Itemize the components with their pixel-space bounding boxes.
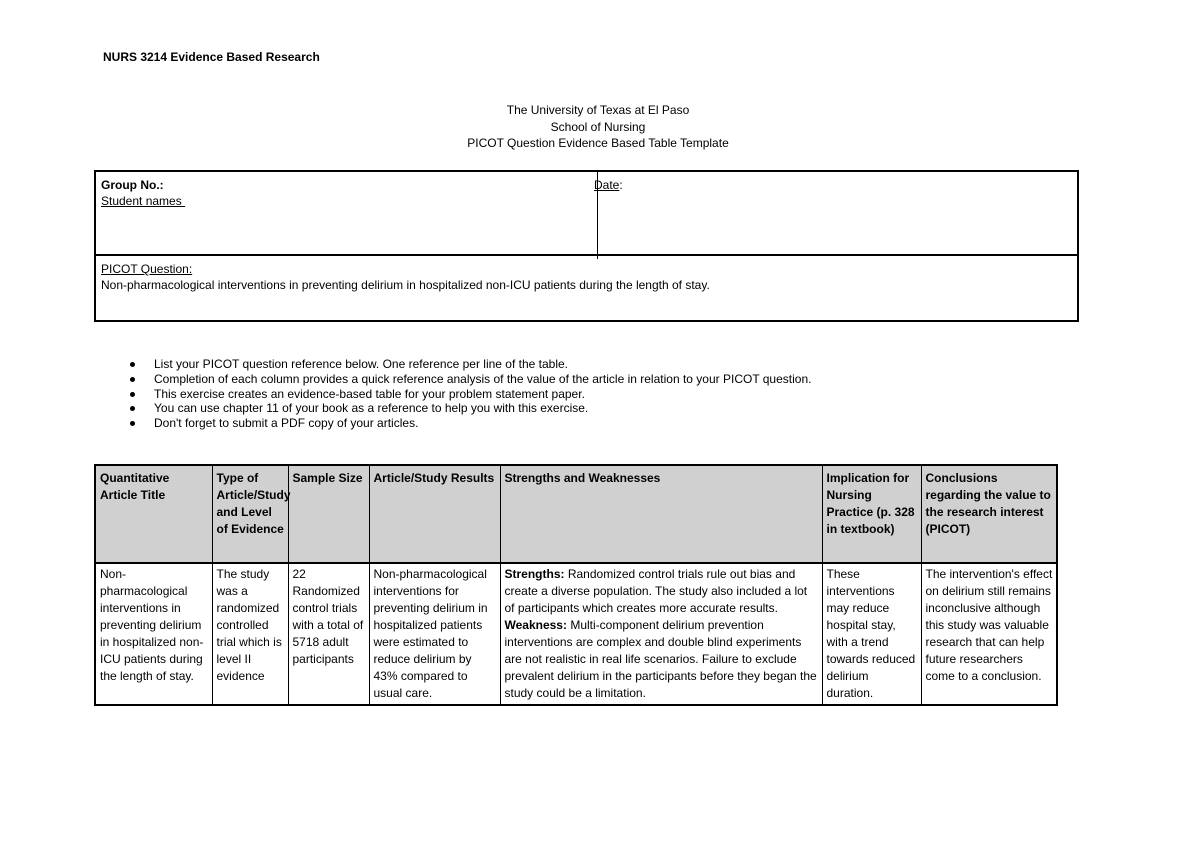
date-colon: : bbox=[619, 178, 623, 192]
column-header-conclusions: Conclusions regarding the value to the research interest (PICOT) bbox=[921, 465, 1057, 563]
group-row bbox=[96, 172, 1077, 256]
date-label: Date bbox=[594, 178, 620, 192]
group-number-label: Group No.: bbox=[101, 178, 164, 192]
student-names-label: Student names bbox=[101, 194, 186, 208]
list-item bbox=[127, 387, 811, 402]
group-cell[interactable] bbox=[96, 172, 598, 259]
cell-study-results[interactable]: Non-pharmacological interventions for preventing delirium in hospitalized patients were estimated to reduce delirium by 43% compared to usual care. bbox=[369, 563, 500, 705]
column-header-sample: Sample Size bbox=[288, 465, 369, 563]
strengths-label: Strengths: bbox=[504, 567, 565, 581]
bullet-icon bbox=[130, 362, 135, 367]
list-item bbox=[127, 401, 811, 416]
cell-sample-size[interactable]: 22 Randomized control trials with a total of 5718 adult participants bbox=[288, 563, 369, 705]
column-header-results: Article/Study Results bbox=[369, 465, 500, 563]
bullet-icon bbox=[130, 377, 135, 382]
school-name: School of Nursing bbox=[550, 119, 646, 134]
list-item bbox=[127, 372, 811, 387]
bullet-icon bbox=[130, 392, 135, 397]
picot-question-text: Non-pharmacological interventions in preventing delirium in hospitalized non-ICU patients during the length of stay. bbox=[101, 278, 710, 292]
instruction-text: List your PICOT question reference below. One reference per line of the table. bbox=[154, 357, 569, 371]
date-cell[interactable] bbox=[589, 172, 1077, 259]
instruction-list bbox=[127, 357, 811, 431]
template-title: PICOT Question Evidence Based Table Template bbox=[467, 136, 729, 150]
cell-implication[interactable]: These interventions may reduce hospital stay, with a trend towards reduced delirium duration. bbox=[822, 563, 921, 705]
document-header bbox=[0, 102, 1196, 152]
cell-article-title[interactable]: Non-pharmacological interventions in preventing delirium in hospitalized non-ICU patients during the length of stay. bbox=[95, 563, 212, 705]
column-header-title: Quantitative Article Title bbox=[95, 465, 212, 563]
list-item bbox=[127, 416, 811, 431]
strengths-text: Randomized control trials rule out bias and create a diverse population. The study also included a lot of participants which creates more accurate results. bbox=[504, 567, 808, 615]
evidence-table bbox=[94, 464, 1058, 706]
picot-cell[interactable] bbox=[96, 256, 1077, 320]
cell-conclusion[interactable]: The intervention's effect on delirium still remains inconclusive although this study was valuable research that can help future researchers come to a conclusion. bbox=[921, 563, 1057, 705]
bullet-icon bbox=[130, 421, 135, 426]
course-title: NURS 3214 Evidence Based Research bbox=[103, 50, 320, 64]
column-header-implication: Implication for Nursing Practice (p. 328 in textbook) bbox=[822, 465, 921, 563]
instruction-text: Completion of each column provides a quick reference analysis of the value of the article in relation to your PICOT question. bbox=[154, 371, 812, 386]
weakness-label: Weakness: bbox=[504, 618, 567, 632]
list-item bbox=[127, 357, 811, 372]
column-header-strengths: Strengths and Weaknesses bbox=[500, 465, 822, 563]
cell-strengths-weaknesses[interactable] bbox=[500, 563, 822, 705]
table-header-row bbox=[95, 465, 1057, 563]
bullet-icon bbox=[130, 406, 135, 411]
column-header-type: Type of Article/Study and Level of Evidence bbox=[212, 465, 288, 563]
picot-question-label: PICOT Question: bbox=[101, 262, 193, 276]
instruction-text: This exercise creates an evidence-based table for your problem statement paper. bbox=[154, 386, 585, 401]
university-name: The University of Texas at El Paso bbox=[506, 103, 690, 117]
cell-study-type[interactable]: The study was a randomized controlled trial which is level II evidence bbox=[212, 563, 288, 705]
weakness-text: Multi-component delirium prevention interventions are complex and double blind experiments are not realistic in real life scenarios. Failure to exclude prevalent delirium in the participants before they began the study could be a limitation. bbox=[504, 618, 817, 700]
instruction-text: Don't forget to submit a PDF copy of your articles. bbox=[154, 416, 419, 431]
table-row bbox=[95, 563, 1057, 705]
instruction-text: You can use chapter 11 of your book as a reference to help you with this exercise. bbox=[154, 401, 589, 416]
group-info-table bbox=[94, 170, 1079, 322]
